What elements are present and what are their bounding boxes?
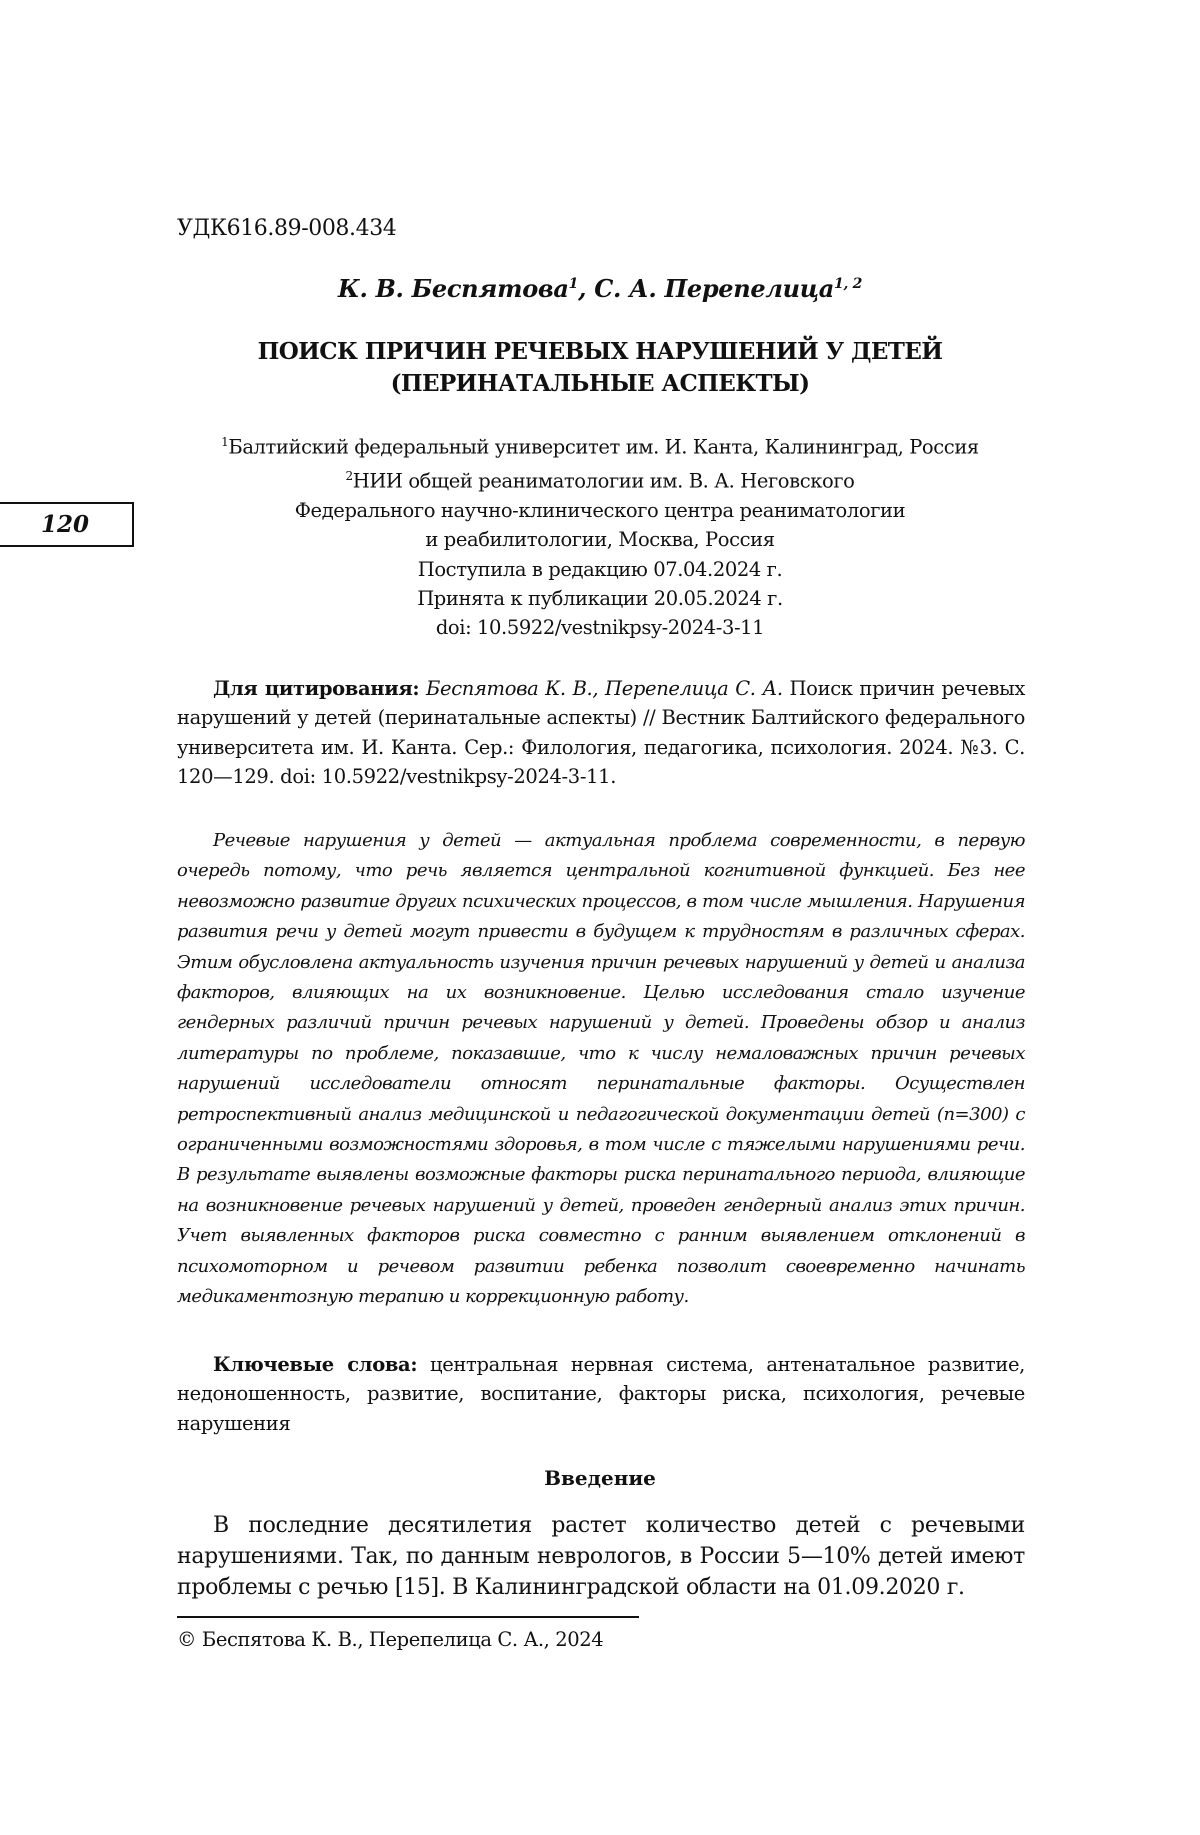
- keywords-text: центральная нервная система, антенатальное развитие, недоношенность, развитие, воспитание, факторы риска, психология, речевые нарушения: [177, 1353, 1025, 1435]
- keywords-paragraph: [177, 1350, 1025, 1438]
- doi: doi: 10.5922/vestnikpsy-2024-3-11: [435, 616, 765, 640]
- affiliation-2: $^2$НИИ общей реаниматологии им. В. А. Неговского: [345, 468, 855, 493]
- affiliation-2-line-2: Федерального научно-клинического центра реаниматологии: [294, 498, 906, 522]
- accepted-date: Принята к публикации 20.05.2024 г.: [417, 587, 783, 611]
- footnote-divider: [177, 1616, 639, 1618]
- author-1-affiliation-mark: 1: [568, 276, 579, 292]
- affiliation-2-mark: 2: [345, 468, 353, 483]
- author-2-affiliation-mark: 1, 2: [834, 276, 863, 292]
- section-heading-introduction: Введение: [544, 1466, 656, 1490]
- authors-line: [0, 274, 1200, 303]
- affiliation-1: $^1$Балтийский федеральный университет им. И. Канта, Калининград, Россия: [221, 435, 979, 459]
- affiliations-block: [0, 428, 1200, 643]
- udk-code: УДК616.89-008.434: [177, 216, 397, 241]
- affiliation-2-line-3: и реабилитологии, Москва, Россия: [425, 528, 775, 552]
- title-line-2: (ПЕРИНАТАЛЬНЫЕ АСПЕКТЫ): [390, 370, 810, 397]
- citation-text: Поиск причин речевых нарушений у детей (перинатальные аспекты) // Вестник Балтийского федерального университета им. И. Канта. Сер.: Филология, педагогика, психология. 2024. №3. С. 120—129. doi: 10.5922/vestnikpsy-2024-3-11.: [177, 677, 1026, 789]
- author-2-name: С. А. Перепелица: [594, 274, 835, 303]
- citation-paragraph: [177, 674, 1025, 792]
- author-1-name: К. В. Беспятова: [337, 274, 569, 303]
- page-number: 120: [40, 511, 89, 538]
- introduction-paragraph: В последние десятилетия растет количество детей с речевыми нарушениями. Так, по данным неврологов, в России 5—10% детей имеют проблемы с речью [15]. В Калининградской области на 01.09.2020 г.: [177, 1513, 1025, 1600]
- affiliation-1-mark: 1: [221, 435, 229, 449]
- citation-authors: Беспятова К. В., Перепелица С. А.: [426, 677, 783, 700]
- keywords-label: Ключевые слова:: [213, 1353, 418, 1376]
- copyright-notice: © Беспятова К. В., Перепелица С. А., 2024: [177, 1628, 604, 1651]
- abstract: Речевые нарушения у детей — актуальная проблема современности, в первую очередь потому, что речь является центральной когнитивной функцией. Без нее невозможно развитие других психических процессов, в том числе мышления. Нарушения развития речи у детей могут привести в будущем к трудностям в различных сферах. Этим обусловлена актуальность изучения причин речевых нарушений у детей и анализа факторов, влияющих на их возникновение. Целью исследования стало изучение гендерных различий причин речевых нарушений у детей. Проведены обзор и анализ литературы по проблеме, показавшие, что к числу немаловажных причин речевых нарушений исследователи относят перинатальные факторы. Осуществлен ретроспективный анализ медицинской и педагогической документации детей (n=300) с ограниченными возможностями здоровья, в том числе с тяжелыми нарушениями речи. В результате выявлены возможные факторы риска перинатального периода, влияющие на возникновение речевых нарушений у детей, проведен гендерный анализ этих причин. Учет выявленных факторов риска совместно с ранним выявлением отклонений в психомоторном и речевом развитии ребенка позволит своевременно начинать медикаментозную терапию и коррекционную работу.: [177, 830, 1025, 1308]
- page-number-box: [0, 502, 134, 547]
- citation-label: Для цитирования:: [213, 677, 420, 700]
- article-title: [0, 336, 1200, 400]
- received-date: Поступила в редакцию 07.04.2024 г.: [417, 557, 783, 581]
- title-line-1: ПОИСК ПРИЧИН РЕЧЕВЫХ НАРУШЕНИЙ У ДЕТЕЙ: [257, 338, 943, 365]
- authors-separator: ,: [578, 274, 595, 303]
